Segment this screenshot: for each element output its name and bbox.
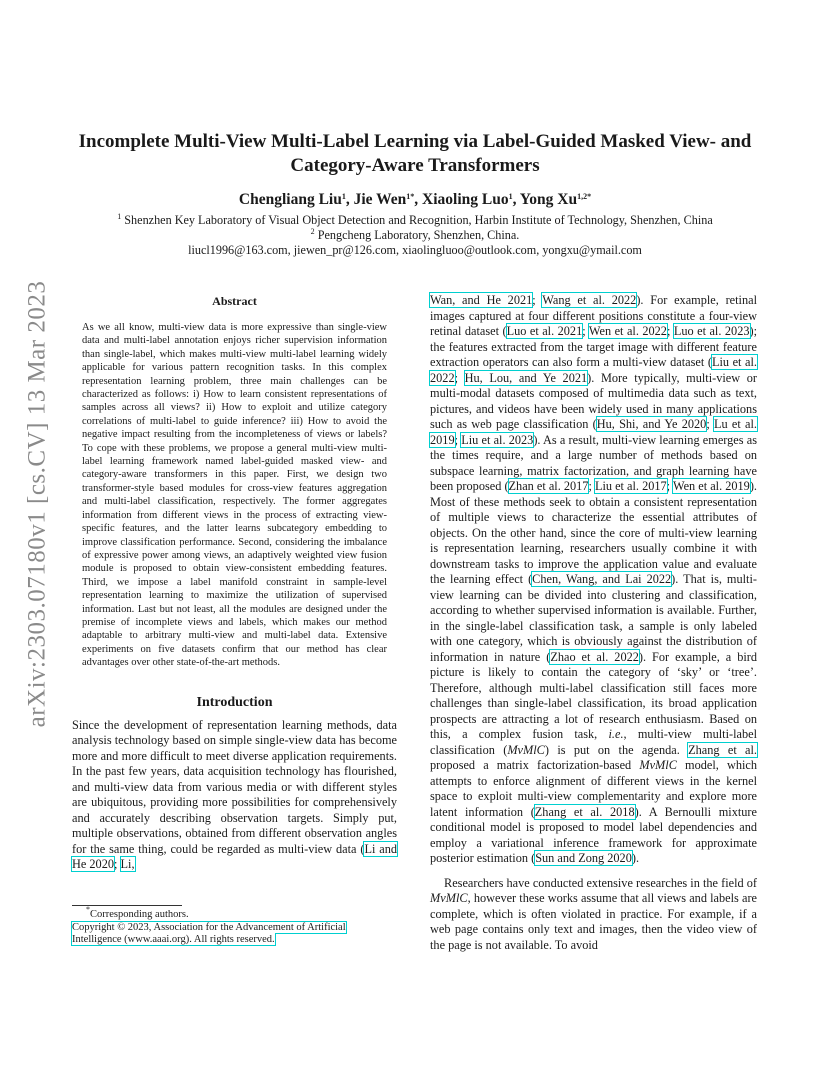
citation-link[interactable]: Liu et al. 2017 [594,479,667,493]
corresponding-authors-note: *Corresponding authors. [86,905,189,920]
intro-paragraph-2: Researchers have conducted extensive researches in the field of MvMlC, however these works assume that all views and labels are complete, which is often violated in practice. For example, if a web page contains only text and images, then the video view of the page is not available. To avoid [430,875,757,952]
author-affiliation-mark: 1 [341,192,346,201]
affiliation-1: $^1$ Shenzhen Key Laboratory of Visual Object Detection and Recognition, Harbin Institute of Technology, Shenzhen, China [117,212,713,227]
citation-link[interactable]: Li, [120,857,135,872]
abstract-text: As we all know, multi-view data is more expressive than single-view data and multi-label annotation enjoys richer supervision information than single-label, which makes multi-view multi-label learning widely applicable for various pattern recognition tasks. In this complex representation learning problem, three main challenges can be characterized as follows: i) How to learn consistent representations of samples across all views? ii) How to exploit and utilize category correlations of multi-label to guide inference? iii) How to avoid the negative impact resulting from the incompleteness of views or labels? To cope with these problems, we propose a general multi-view multi-label learning framework named label-guided masked view- and category-aware transformers in this paper. First, we design two transformer-style based modules for cross-view features aggregation and multi-label classification, respectively. The former aggregates information from different views in the process of extracting view-specific features, and the latter learns subcategory embedding to improve classification performance. Second, considering the imbalance of expressive power among views, an adaptively weighted view fusion module is proposed to obtain view-consistent embedding features. Third, we impose a label manifold constraint in sample-level representation learning to maximize the utilization of supervised information. Last but not least, all the modules are designed under the premise of incomplete views and labels, which makes our method adaptable to arbitrary multi-view and multi-label data. Extensive experiments on five datasets confirm that our method has clear advantages over other state-of-the-art methods. [82,322,387,669]
citation-link[interactable]: Zhang et al. [688,742,758,757]
citation-link[interactable]: Wen et al. 2022 [588,324,667,338]
author-affiliation-mark: 1,2* [577,192,592,201]
citation-link[interactable]: Li and He 2020 [72,841,397,872]
author-name: Chengliang Liu [238,191,342,208]
right-column [430,293,757,953]
citation-link[interactable]: Liu et al. 2023 [461,432,534,447]
affiliations [70,213,760,258]
affiliation-2: $^2$ Pengcheng Laboratory, Shenzhen, China. [310,227,520,242]
copyright-link[interactable]: Copyright © 2023, Association for the Advancement of Artificial Intelligence (www.aaai.org). All rights reserved. [72,921,346,945]
footnote [72,905,397,947]
citation-link[interactable]: Wen et al. 2019 [672,479,750,493]
author-name: Jie Wen [353,191,407,208]
paper-title: Incomplete Multi-View Multi-Label Learning via Label-Guided Masked View- and Category-Aware Transformers [78,131,752,176]
citation-link[interactable]: Wang et al. 2022 [542,293,637,307]
introduction-heading: Introduction [196,694,273,710]
citation-link[interactable]: Lu et al. 2019 [430,417,757,447]
citation-link[interactable]: Zhan et al. 2017 [508,479,589,493]
citation-link[interactable]: Wan, and He 2021 [430,293,533,307]
intro-paragraph-1-continued: Wan, and He 2021; Wang et al. 2022). For example, retinal images captured at four different positions constitute a four-view retinal dataset (Luo et al. 2021; Wen et al. 2022; Luo et al. 2023); the features extracted from the target image with different feature extraction operators can also form a multi-view dataset (Liu et al. 2022; Hu, Lou, and Ye 2021). More typically, multi-view or multi-modal datasets composed of multimedia data such as text, pictures, and videos have been widely used in many applications such as web page classification (Hu, Shi, and Ye 2020; Lu et al. 2019; Liu et al. 2023). As a result, multi-view learning emerges as the times require, and a large number of methods based on subspace learning, matrix factorization, and graph learning have been proposed (Zhan et al. 2017; Liu et al. 2017; Wen et al. 2019). Most of these methods seek to obtain a consistent representation of multiple views to characterize the essential attributes of objects. On the other hand, since the core of multi-view learning is representation learning, researchers usually combine it with downstream tasks to improve the application value and evaluate the learning effect (Chen, Wang, and Lai 2022). That is, multi-view learning can be divided into clustering and classification, according to whether supervised information is available. Further, in the single-label classification task, a sample is only labeled with one category, which is obviously against the distribution of information in nature (Zhao et al. 2022). For example, a bird picture is likely to contain the category of ‘sky’ or ‘tree’. Therefore, although multi-label classification still faces more challenges than single-label classification, its broad application prospects are attracting a lot of research enthusiasm. Based on this, a complex fusion task, i.e., multi-view multi-label classification (MvMlC) is put on the agenda. Zhang et al. proposed a matrix factorization-based MvMlC model, which attempts to enforce alignment of different views in the kernel space to exploit multi-view complementarity and explore more latent information (Zhang et al. 2018). A Bernoulli mixture conditional model is proposed to model label dependencies and employ a variational inference framework for approximate posterior estimation (Sun and Zong 2020). [430,293,758,865]
author-affiliation-mark: 1* [406,192,415,201]
citation-link[interactable]: Zhao et al. 2022 [550,649,639,664]
citation-link[interactable]: Zhang et al. 2018 [534,804,635,819]
citation-link[interactable]: Luo et al. 2023 [673,324,750,338]
citation-link[interactable]: Sun and Zong 2020 [535,851,632,865]
abstract-heading: Abstract [212,294,257,308]
arxiv-identifier-text: arXiv:2303.07180v1 [cs.CV] 13 Mar 2023 [23,280,51,728]
author-emails: liucl1996@163.com, jiewen_pr@126.com, xiaolingluoo@outlook.com, yongxu@ymail.com [188,243,642,257]
citation-link[interactable]: Luo et al. 2021 [506,324,583,338]
author-name: Yong Xu [519,191,578,208]
citation-link[interactable]: Hu, Lou, and Ye 2021 [464,370,588,385]
author-name: Xiaoling Luo [422,191,509,208]
intro-paragraph-1: Since the development of representation learning methods, data analysis technology based on simple single-view data has become more and more difficult to meet diverse application requirements. In the past few years, data acquisition technology has flourished, and multi-view data from various media or with different styles are ubiquitous, providing more possibilities for comprehensively and accurately describing observation targets. Simply put, multiple observations, obtained from different observation angles for the same thing, could be regarded as multi-view data (Li and He 2020; Li, [72,717,397,872]
author-affiliation-mark: 1 [508,192,513,201]
citation-link[interactable]: Liu et al. 2022 [430,355,757,385]
citation-link[interactable]: Chen, Wang, and Lai 2022 [532,572,672,586]
left-column [72,293,397,873]
author-list: Chengliang Liu$^1$, Jie Wen$^{1*}$, Xiaoling Luo$^1$, Yong $Xu^{1,2*}$ [238,191,592,208]
arxiv-identifier-stamp [18,280,56,728]
citation-link[interactable]: Hu, Shi, and Ye 2020 [596,417,707,431]
